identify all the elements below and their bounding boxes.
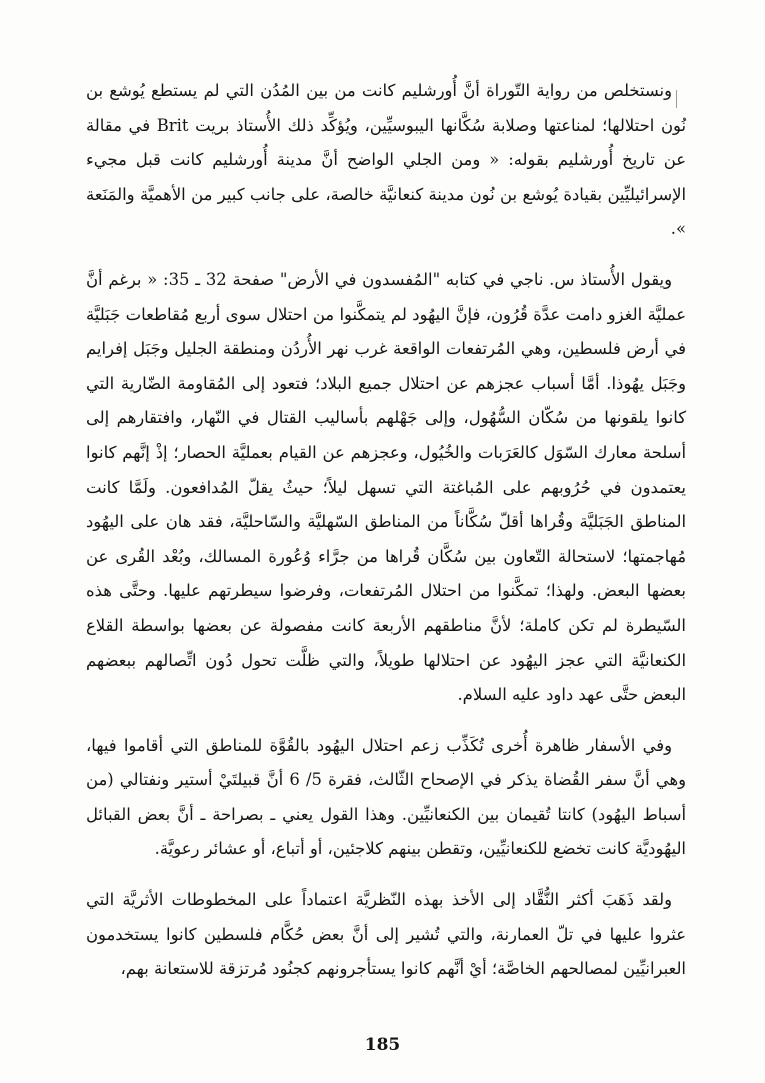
paragraph-2: ويقول الأُستاذ س. ناجي في كتابه "المُفسدون في الأرض" صفحة 32 ـ 35: « برغم أنَّ عمليَّة الغزو دامت عدَّة قُرُون، فإنَّ اليهُود لم يتمكَّنوا من احتلال سوى أربع مُقاطعات جَبَليَّة في أرض فلسطين، وهي المُرتفعات الواقعة غرب نهر الأُردُن ومنطقة الجليل وجَبَل إفرايم وجَبَل يهُوذا. أمَّا أسباب عجزهم عن احتلال جميع البلاد؛ فتعود إلى المُقاومة الضّارية التي كانوا يلقونها من سُكّان السُّهُول، وإلى جَهْلهم بأساليب القتال في النّهار، وافتقارهم إلى أسلحة معارك السّوَل كالعَرَبات والخُيُول، وعجزهم عن القيام بعمليَّة الحصار؛ إذْ إنَّهم كانوا يعتمدون في حُرُوبهم على المُباغتة التي تسهل ليلاً؛ حيثُ يقلّ المُدافعون. ولَمَّا كانت المناطق الجَبَليَّة وقُراها أقلّ سُكَّاناً من المناطق السّهليَّة والسّاحليَّة، فقد هان على اليهُود مُهاجمتها؛ لاستحالة التّعاون بين سُكَّان قُراها من جرَّاء وُعُورة المسالك، وبُعْد القُرى عن بعضها البعض. ولهذا؛ تمكَّنوا من احتلال المُرتفعات، وفرضوا سيطرتهم عليها. وحتَّى هذه السّيطرة لم تكن كاملة؛ لأنَّ مناطقهم الأربعة كانت مفصولة عن بعضها بواسطة القلاع الكنعانيَّة التي عجز اليهُود عن احتلالها طويلاً، والتي ظلَّت تحول دُون اتِّصالهم ببعضهم البعض حتَّى عهد داود عليه السلام.: [86, 269, 686, 705]
paragraph-4: ولقد ذَهَبَ أكثر النُّقَّاد إلى الأخذ بهذه النّظريَّة اعتماداً على المخطوطات الأثريَّة التي عثروا عليها في تلّ العمارنة، والتي تُشير إلى أنَّ بعض حُكَّام فلسطين كانوا يستخدمون العبرانيِّين لمصالحهم الخاصَّة؛ أيْ أنَّهم كانوا يستأجرونهم كجنُود مُرتزقة للاستعانة بهم،: [86, 890, 686, 979]
paragraph-1: ونستخلص من رواية التّوراة أنَّ أُورشليم كانت من بين المُدُن التي لم يستطع يُوشع بن نُون احتلالها؛ لمناعتها وصلابة سُكَّانها اليبوسيِّين، ويُؤكِّد ذلك الأُستاذ بريت Brit في مقالة عن تاريخ أُورشليم بقوله: « ومن الجلي الواضح أنَّ مدينة أُورشليم كانت قبل مجيء الإسرائيليِّين بقيادة يُوشع بن نُون مدينة كنعانيَّة خالصة، على جانب كبير من الأهميَّة والمَنَعة ».: [86, 81, 687, 239]
page-number: 185: [364, 1035, 401, 1055]
body-text: [86, 74, 686, 987]
paragraph-3: وفي الأسفار ظاهرة أُخرى تُكَذِّب زعم احتلال اليهُود بالقُوَّة للمناطق التي أقاموا فيها، وهي أنَّ سفر القُضاة يذكر في الإصحاح الثّالث، فقرة 5/ 6 أنَّ قبيلتَيْ أستير ونفتالي (من أسباط اليهُود) كانتا تُقيمان بين الكنعانيِّين. وهذا القول يعني ـ بصراحة ـ أنَّ بعض القبائل اليهُوديَّة كانت تخضع للكنعانيِّين، وتقطن بينهم كلاجئين، أو أتباع، أو عشائر رعويَّة.: [86, 735, 687, 859]
